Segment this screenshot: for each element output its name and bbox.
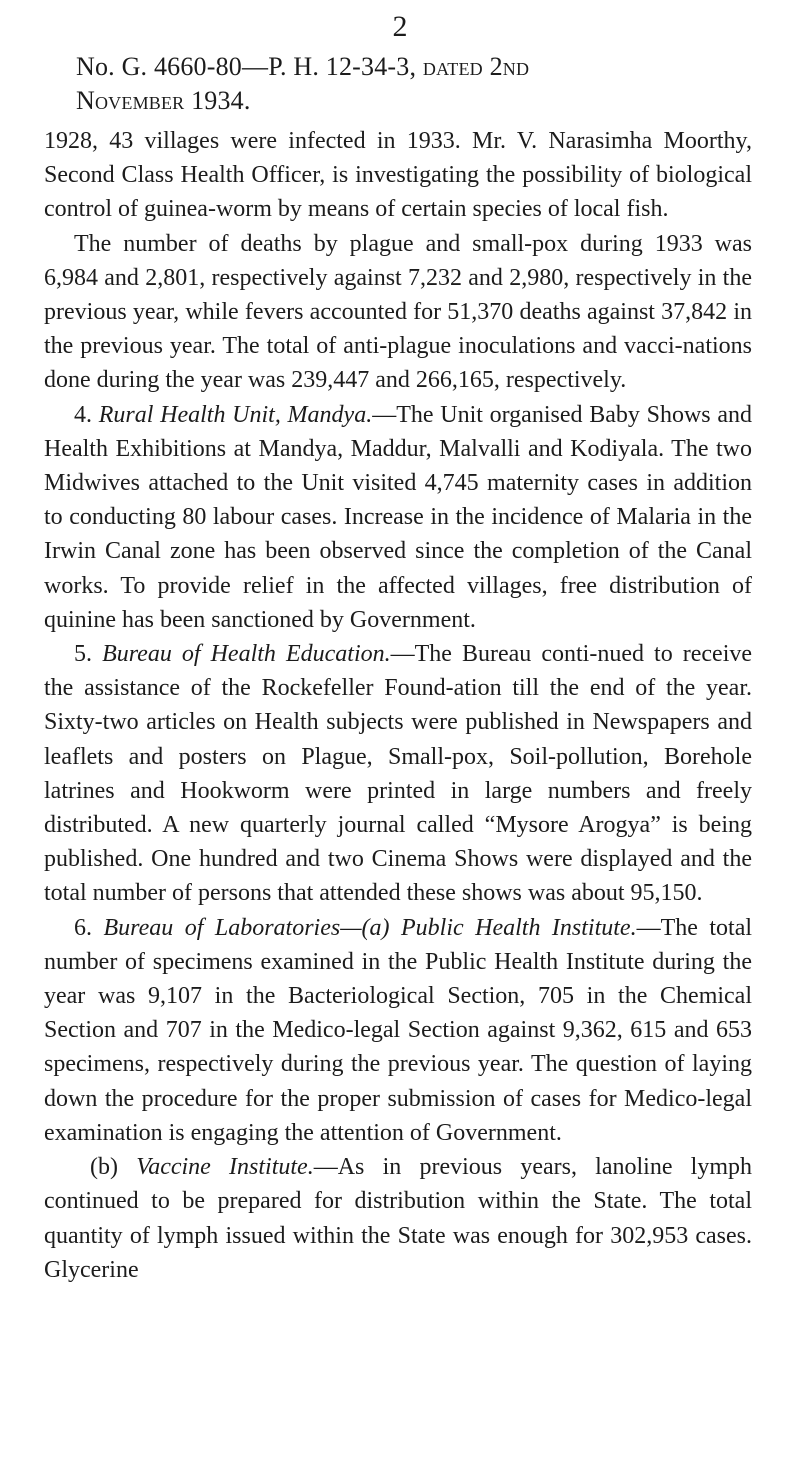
- order-dated: dated 2nd: [422, 52, 530, 81]
- paragraph-text: —As in previous years, lanoline lymph continued to be prepared for distribution within the State. The total quantity of lymph issued within the State was enough for 302,953 cases. Glycerine: [44, 1154, 753, 1283]
- paragraph-rural-health-unit: [44, 398, 752, 637]
- paragraph-text: —The Bureau conti-nued to receive the assistance of the Rockefeller Found-ation till the end of the year. Sixty-two articles on Health subjects were published in Newspapers and leaflets and posters on Plague, Small-pox, Soil-pollution, Borehole latrines and Hookworm were printed in large numbers and freely distributed. A new quarterly journal called “Mysore Arogya” is being published. One hundred and two Cinema Shows were displayed and the total number of persons that attended these shows was about 95,150.: [44, 641, 753, 907]
- paragraph-text: The number of deaths by plague and small-pox during 1933 was 6,984 and 2,801, respectively against 7,232 and 2,980, respectively in the previous year, while fevers accounted for 51,370 deaths against 37,842 in the previous year. The total of anti-plague inoculations and vacci-nations done during the year was 239,447 and 266,165, respectively.: [44, 230, 752, 394]
- page-number: 2: [392, 10, 408, 43]
- order-date-line2: November 1934.: [76, 86, 251, 115]
- document-body: [44, 124, 752, 1287]
- paragraph-health-education: [44, 637, 752, 911]
- order-heading: [76, 50, 756, 118]
- paragraph-text: —The total number of specimens examined in the Public Health Institute during the year was 9,107 in the Bacteriological Section, 705 in the Chemical Section and 707 in the Medico-legal Section against 9,362, 615 and 653 specimens, respectively during the previous year. The question of laying down the procedure for the proper submission of cases for Medico-legal examination is engaging the attention of Government.: [44, 914, 753, 1146]
- paragraph-laboratories: [44, 911, 752, 1150]
- section-number: (b): [90, 1154, 118, 1181]
- paragraph-plague-deaths: [44, 227, 752, 398]
- paragraph-text: —The Unit organised Baby Shows and Health Exhibitions at Mandya, Maddur, Malvalli and Kodiyala. The two Midwives attached to the Unit visited 4,745 maternity cases in addition to conducting 80 labour cases. Increase in the incidence of Malaria in the Irwin Canal zone has been observed since the completion of the Canal works. To provide relief in the affected villages, free distribution of quinine has been sanctioned by Government.: [44, 401, 752, 633]
- section-number: 4.: [74, 401, 92, 428]
- section-number: 5.: [74, 641, 92, 668]
- section-number: 6.: [74, 914, 92, 941]
- order-reference: No. G. 4660-80—P. H. 12-34-3,: [76, 52, 417, 81]
- section-title: Rural Health Unit, Mandya.: [98, 401, 373, 428]
- paragraph-vaccine-institute: [44, 1150, 752, 1287]
- paragraph-guinea-worm: [44, 124, 752, 227]
- section-title: Bureau of Health Education.: [102, 641, 391, 668]
- section-title: Vaccine Institute.: [136, 1154, 314, 1181]
- paragraph-text: 1928, 43 villages were infected in 1933. Mr. V. Narasimha Moorthy, Second Class Health Officer, is investigating the possibility of biological control of guinea-worm by means of certain species of local fish.: [44, 128, 752, 223]
- section-title: Bureau of Laboratories—(a) Public Health Institute.: [103, 914, 637, 941]
